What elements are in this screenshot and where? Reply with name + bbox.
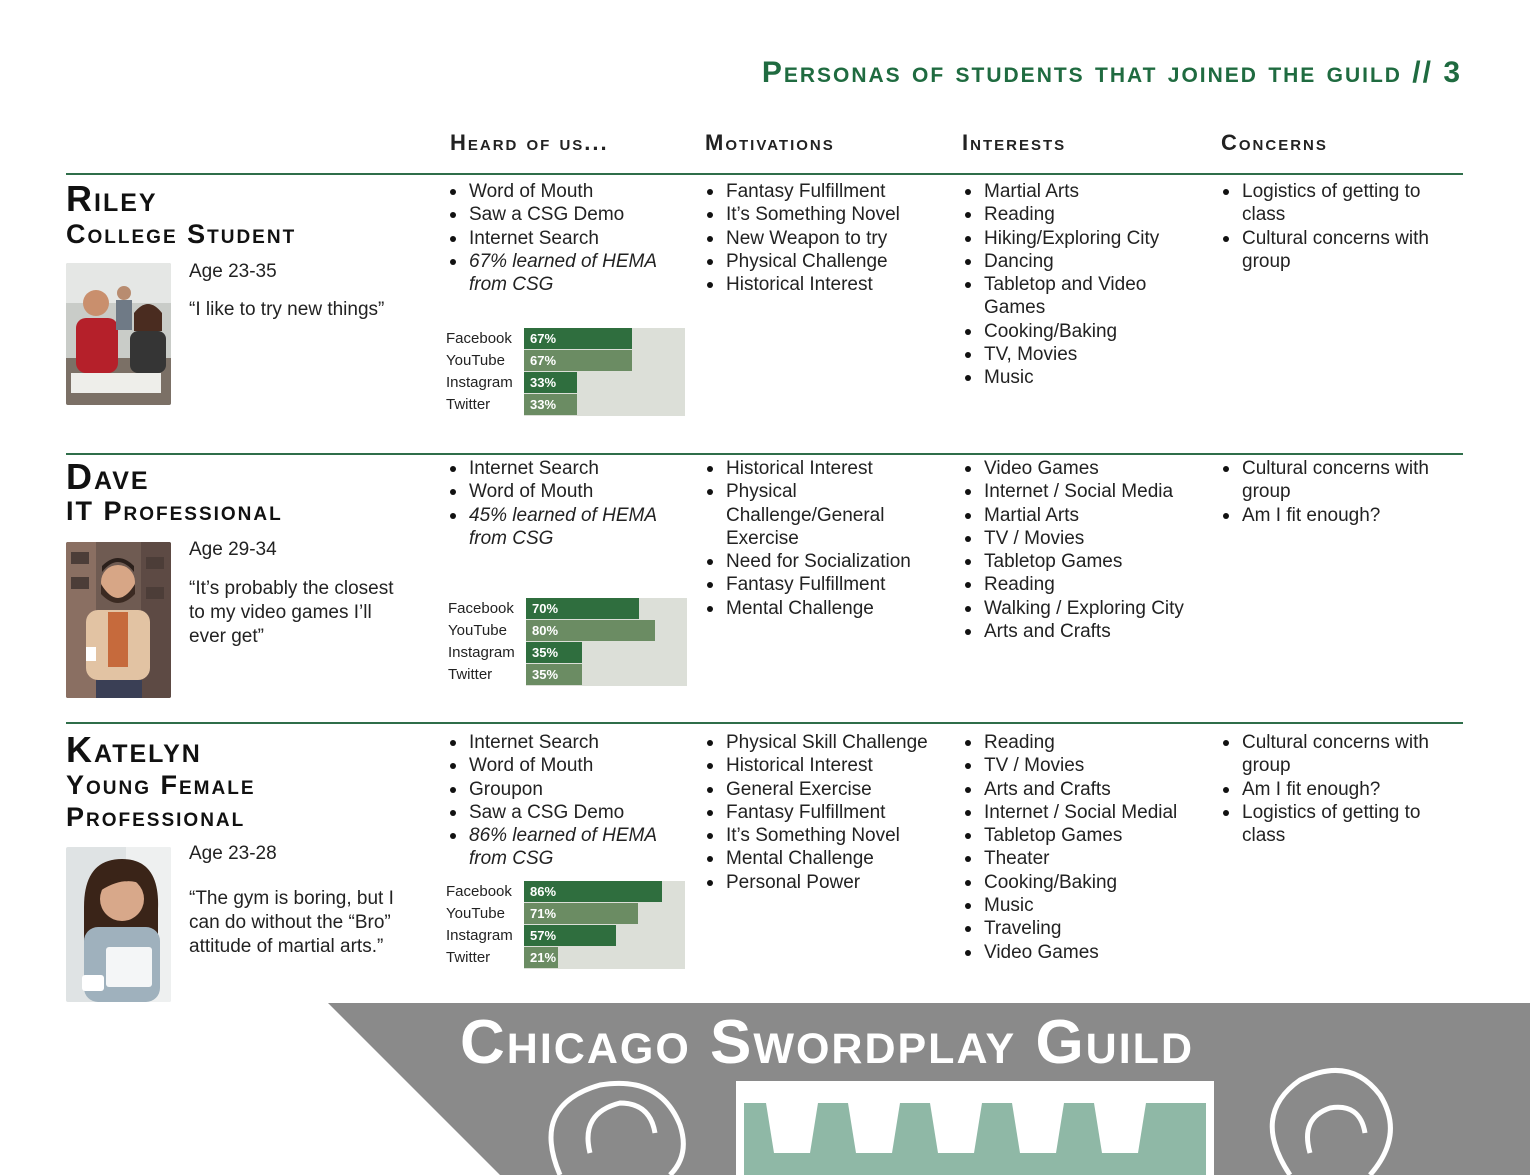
social-row bbox=[446, 328, 686, 349]
persona-role: Young Female bbox=[66, 770, 256, 800]
social-value: 21% bbox=[530, 950, 557, 965]
persona-quote: “I like to try new things” bbox=[189, 299, 385, 320]
list-item: Groupon bbox=[447, 778, 677, 801]
heard-list bbox=[447, 457, 677, 550]
list-item: Reading bbox=[962, 731, 1207, 754]
list-item: Walking / Exploring City bbox=[962, 597, 1207, 620]
list-item: TV, Movies bbox=[962, 343, 1192, 366]
interests-list bbox=[962, 180, 1192, 390]
social-label: Facebook bbox=[446, 883, 512, 900]
social-row bbox=[446, 925, 686, 946]
column-motivations-heading: Motivations bbox=[705, 130, 835, 155]
social-value: 70% bbox=[532, 601, 559, 616]
list-item: Logistics of getting to class bbox=[1220, 180, 1450, 227]
social-value: 33% bbox=[530, 397, 557, 412]
list-item: Tabletop Games bbox=[962, 550, 1207, 573]
motivations-list bbox=[704, 457, 944, 620]
social-label: Twitter bbox=[446, 949, 491, 966]
list-item: Cooking/Baking bbox=[962, 871, 1207, 894]
page-title: Personas of students that joined the guild // 3 bbox=[761, 56, 1462, 89]
heard-list bbox=[447, 731, 677, 871]
list-item: Arts and Crafts bbox=[962, 778, 1207, 801]
list-item: Saw a CSG Demo bbox=[447, 801, 677, 824]
list-item: Internet / Social Medial bbox=[962, 801, 1207, 824]
young-woman-photo bbox=[66, 847, 171, 1002]
social-value: 86% bbox=[530, 884, 557, 899]
list-item: Am I fit enough? bbox=[1220, 778, 1450, 801]
social-row bbox=[448, 664, 688, 685]
list-item: New Weapon to try bbox=[704, 227, 944, 250]
list-item: Logistics of getting to class bbox=[1220, 801, 1450, 848]
list-item: 67% learned of HEMA from CSG bbox=[447, 250, 677, 297]
column-concerns-heading: Concerns bbox=[1221, 130, 1328, 155]
list-item: Mental Challenge bbox=[704, 847, 944, 870]
list-item: General Exercise bbox=[704, 778, 944, 801]
social-row bbox=[446, 947, 686, 968]
social-value: 71% bbox=[530, 906, 557, 921]
column-heard-heading: Heard of us... bbox=[450, 130, 609, 155]
list-item: Historical Interest bbox=[704, 457, 944, 480]
list-item: It’s Something Novel bbox=[704, 824, 944, 847]
list-item: Internet Search bbox=[447, 731, 677, 754]
social-label: YouTube bbox=[448, 622, 507, 639]
list-item: Cooking/Baking bbox=[962, 320, 1192, 343]
list-item: Physical Challenge/General Exercise bbox=[704, 480, 944, 550]
social-label: Twitter bbox=[448, 666, 493, 683]
list-item: Physical Challenge bbox=[704, 250, 944, 273]
concerns-list bbox=[1220, 731, 1450, 847]
list-item: Video Games bbox=[962, 941, 1207, 964]
list-item: Personal Power bbox=[704, 871, 944, 894]
social-media-chart bbox=[446, 328, 686, 416]
list-item: Cultural concerns with group bbox=[1220, 457, 1450, 504]
concerns-list bbox=[1220, 180, 1450, 273]
section-divider bbox=[66, 453, 1463, 455]
persona-age: Age 23-28 bbox=[189, 843, 277, 864]
social-value: 80% bbox=[532, 623, 559, 638]
list-item: 86% learned of HEMA from CSG bbox=[447, 824, 677, 871]
social-row bbox=[446, 350, 686, 371]
social-value: 67% bbox=[530, 331, 557, 346]
social-label: Instagram bbox=[446, 374, 513, 391]
list-item: Martial Arts bbox=[962, 180, 1192, 203]
list-item: Music bbox=[962, 894, 1207, 917]
list-item: Reading bbox=[962, 573, 1207, 596]
social-media-chart bbox=[446, 881, 686, 969]
list-item: Reading bbox=[962, 203, 1192, 226]
list-item: Internet Search bbox=[447, 457, 677, 480]
list-item: Fantasy Fulfillment bbox=[704, 801, 944, 824]
social-row bbox=[448, 642, 688, 663]
social-media-chart bbox=[448, 598, 688, 686]
social-label: Instagram bbox=[446, 927, 513, 944]
persona-name: Riley bbox=[66, 178, 158, 219]
social-value: 67% bbox=[530, 353, 557, 368]
persona-quote: “The gym is boring, but I can do without the “Bro” attitude of martial arts.” bbox=[189, 888, 394, 957]
list-item: Historical Interest bbox=[704, 754, 944, 777]
list-item: 45% learned of HEMA from CSG bbox=[447, 504, 677, 551]
list-item: Dancing bbox=[962, 250, 1192, 273]
social-label: YouTube bbox=[446, 352, 505, 369]
interests-list bbox=[962, 457, 1207, 643]
motivations-list bbox=[704, 731, 944, 894]
social-value: 35% bbox=[532, 645, 559, 660]
list-item: Saw a CSG Demo bbox=[447, 203, 677, 226]
social-value: 57% bbox=[530, 928, 557, 943]
list-item: Tabletop and Video Games bbox=[962, 273, 1192, 320]
social-value: 33% bbox=[530, 375, 557, 390]
column-interests-heading: Interests bbox=[962, 130, 1067, 155]
footer-title: Chicago Swordplay Guild bbox=[460, 1008, 1194, 1077]
motivations-list bbox=[704, 180, 944, 296]
list-item: Cultural concerns with group bbox=[1220, 227, 1450, 274]
list-item: Arts and Crafts bbox=[962, 620, 1207, 643]
concerns-list bbox=[1220, 457, 1450, 527]
social-row bbox=[446, 903, 686, 924]
social-row bbox=[446, 372, 686, 393]
social-row bbox=[448, 620, 688, 641]
list-item: Theater bbox=[962, 847, 1207, 870]
social-row bbox=[446, 881, 686, 902]
list-item: Tabletop Games bbox=[962, 824, 1207, 847]
list-item: Need for Socialization bbox=[704, 550, 944, 573]
list-item: Word of Mouth bbox=[447, 180, 677, 203]
list-item: TV / Movies bbox=[962, 754, 1207, 777]
list-item: Cultural concerns with group bbox=[1220, 731, 1450, 778]
persona-age: Age 23-35 bbox=[189, 261, 277, 282]
social-label: Instagram bbox=[448, 644, 515, 661]
list-item: Internet Search bbox=[447, 227, 677, 250]
section-divider bbox=[66, 173, 1463, 175]
list-item: Word of Mouth bbox=[447, 754, 677, 777]
social-label: Facebook bbox=[448, 600, 514, 617]
social-label: YouTube bbox=[446, 905, 505, 922]
list-item: It’s Something Novel bbox=[704, 203, 944, 226]
list-item: Fantasy Fulfillment bbox=[704, 180, 944, 203]
list-item: Word of Mouth bbox=[447, 480, 677, 503]
persona-age: Age 29-34 bbox=[189, 539, 277, 560]
section-divider bbox=[66, 722, 1463, 724]
list-item: Music bbox=[962, 366, 1192, 389]
list-item: Video Games bbox=[962, 457, 1207, 480]
list-item: Hiking/Exploring City bbox=[962, 227, 1192, 250]
list-item: Internet / Social Media bbox=[962, 480, 1207, 503]
list-item: Physical Skill Challenge bbox=[704, 731, 944, 754]
students-laughing-photo bbox=[66, 263, 171, 405]
social-row bbox=[448, 598, 688, 619]
list-item: Martial Arts bbox=[962, 504, 1207, 527]
social-label: Twitter bbox=[446, 396, 491, 413]
social-row bbox=[446, 394, 686, 415]
list-item: Traveling bbox=[962, 917, 1207, 940]
persona-role: College Student bbox=[66, 219, 297, 249]
bearded-man-photo bbox=[66, 542, 171, 698]
persona-name: Dave bbox=[66, 456, 150, 497]
interests-list bbox=[962, 731, 1207, 964]
list-item: TV / Movies bbox=[962, 527, 1207, 550]
list-item: Am I fit enough? bbox=[1220, 504, 1450, 527]
social-value: 35% bbox=[532, 667, 559, 682]
persona-role: IT Professional bbox=[66, 496, 283, 526]
list-item: Historical Interest bbox=[704, 273, 944, 296]
persona-role: Professional bbox=[66, 802, 246, 832]
persona-quote: “It’s probably the closest to my video games I’ll ever get” bbox=[189, 578, 394, 647]
persona-name: Katelyn bbox=[66, 729, 202, 770]
list-item: Mental Challenge bbox=[704, 597, 944, 620]
social-label: Facebook bbox=[446, 330, 512, 347]
heard-list bbox=[447, 180, 677, 296]
list-item: Fantasy Fulfillment bbox=[704, 573, 944, 596]
